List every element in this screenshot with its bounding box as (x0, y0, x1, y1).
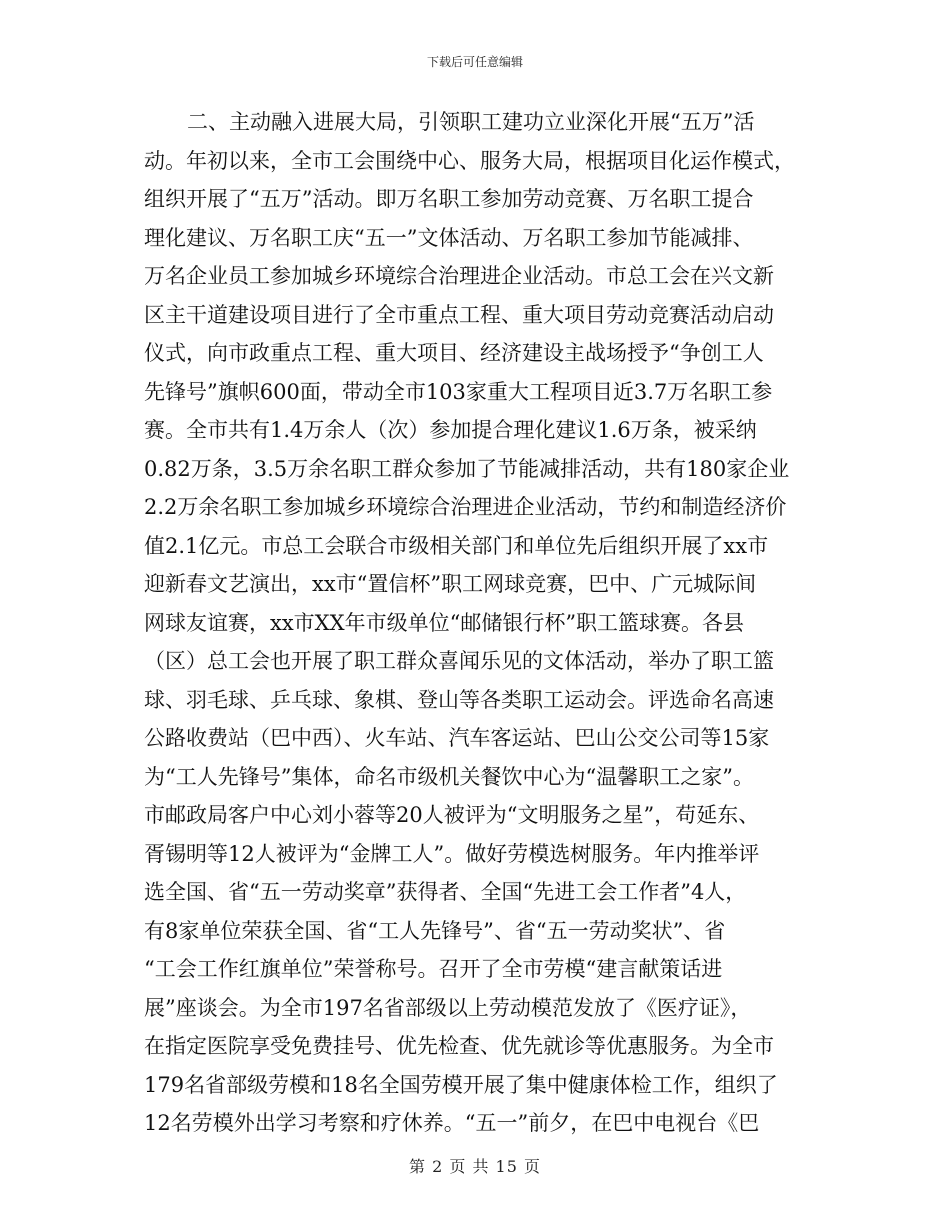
text-line: “工会工作红旗单位”荣誉称号。召开了全市劳模“建言献策话进 (144, 957, 723, 981)
text-line: 0.82万条，3.5万余名职工群众参加了节能减排活动，共有180家企业 (144, 456, 790, 481)
text-line: 网球友谊赛，xx市XX年市级单位“邮储银行杯”职工篮球赛。各县 (144, 610, 745, 635)
text-line: 球、羽毛球、乒乓球、象棋、登山等各类职工运动会。评选命名高速 (144, 687, 774, 712)
text-line: 组织开展了“五万”活动。即万名职工参加劳动竞赛、万名职工提合 (144, 187, 754, 211)
text-line: 公路收费站（巴中西）、火车站、汽车客运站、巴山公交公司等15家 (144, 726, 770, 750)
text-line: 为“工人先锋号”集体，命名市级机关餐饮中心为“温馨职工之家”。 (144, 764, 754, 789)
text-line: 选全国、省“五一劳动奖章”获得者、全国“先进工会工作者”4人， (144, 880, 747, 904)
text-line: 市邮政局客户中心刘小蓉等20人被评为“文明服务之星”，苟延东、 (144, 803, 760, 827)
text-line: 区主干道建设项目进行了全市重点工程、重大项目劳动竞赛活动启动 (144, 302, 774, 327)
text-line: 值2.1亿元。市总工会联合市级相关部门和单位先后组织开展了xx市 (144, 533, 769, 558)
text-line: （区）总工会也开展了职工群众喜闻乐见的文体活动，举办了职工篮 (144, 649, 774, 673)
text-line: 2.2万余名职工参加城乡环境综合治理进企业活动，节约和制造经济价 (144, 495, 787, 519)
text-line: 理化建议、万名职工庆“五一”文体活动、万名职工参加节能减排、 (144, 225, 754, 250)
text-line: 动。年初以来，全市工会围绕中心、服务大局，根据项目化运作模式， (144, 148, 795, 173)
text-line: 展”座谈会。为全市197名省部级以上劳动模范发放了《医疗证》， (144, 995, 752, 1020)
text-line: 仪式，向市政重点工程、重大项目、经济建设主战场授予“争创工人 (144, 341, 764, 365)
text-line: 12名劳模外出学习考察和疗休养。“五一”前夕，在巴中电视台《巴 (144, 1111, 760, 1135)
text-line: 先锋号”旗帜600面，带动全市103家重大工程项目近3.7万名职工参 (144, 379, 773, 404)
text-line: 有8家单位荣获全国、省“工人先锋号”、省“五一劳动奖状”、省 (144, 918, 726, 943)
text-line: 胥锡明等12人被评为“金牌工人”。做好劳模选树服务。年内推举评 (144, 841, 760, 866)
body-paragraph (144, 103, 814, 1143)
page-header: 下载后可任意编辑 (426, 55, 523, 69)
text-line: 二、主动融入进展大局，引领职工建功立业深化开展“五万”活 (187, 110, 755, 134)
text-line: 179名省部级劳模和18名全国劳模开展了集中健康体检工作，组织了 (144, 1072, 778, 1097)
text-line: 万名企业员工参加城乡环境综合治理进企业活动。市总工会在兴文新 (144, 264, 774, 288)
text-line: 在指定医院享受免费挂号、优先检查、优先就诊等优惠服务。为全市 (144, 1034, 774, 1058)
text-line: 迎新春文艺演出，xx市“置信杯”职工网球竞赛，巴中、广元城际间 (144, 572, 757, 596)
page-footer: 第 2 页 共 15 页 (409, 1157, 541, 1176)
text-line: 赛。全市共有1.4万余人（次）参加提合理化建议1.6万条，被采纳 (144, 418, 757, 442)
